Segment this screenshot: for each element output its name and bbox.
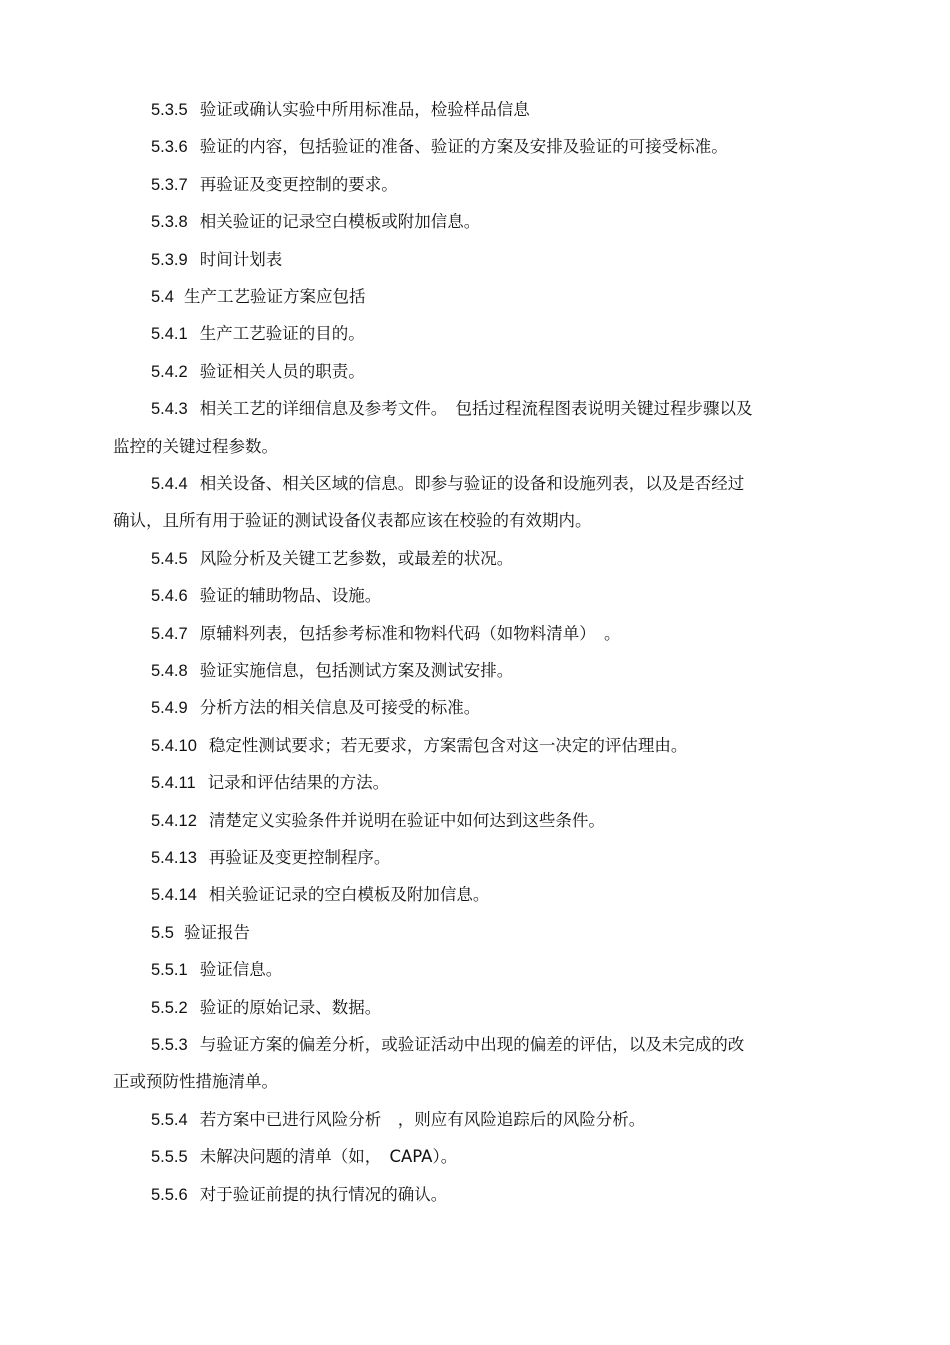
- clause-5-4-10: [113, 727, 833, 764]
- clause-5-4-13: [113, 839, 833, 876]
- clause-5-4-2: [113, 353, 833, 390]
- section-number: 5.5: [151, 923, 174, 942]
- clause-number: 5.5.3: [151, 1036, 188, 1054]
- clause-text: 对于验证前提的执行情况的确认。: [199, 1184, 448, 1204]
- clause-5-4-1: [113, 315, 833, 352]
- clause-text: 再验证及变更控制的要求。: [199, 174, 398, 194]
- clause-text: 时间计划表: [199, 249, 283, 269]
- clause-continuation: 确认，且所有用于验证的测试设备仪表都应该在校验的有效期内。: [113, 511, 592, 531]
- clause-5-5-3: [113, 1026, 833, 1101]
- clause-text: 分析方法的相关信息及可接受的标准。: [199, 698, 481, 718]
- clause-5-4-3: [113, 390, 833, 465]
- clause-number: 5.3.5: [151, 101, 188, 119]
- clause-5-3-8: [113, 203, 833, 240]
- clause-5-5-5: [113, 1138, 833, 1175]
- clause-number: 5.3.7: [151, 175, 188, 194]
- clause-5-3-9: [113, 241, 833, 278]
- clause-5-5-1: [113, 951, 833, 988]
- clause-5-4-11: [113, 764, 833, 801]
- clause-text: 与验证方案的偏差分析，或验证活动中出现的偏差的评估，以及未完成的改: [199, 1035, 745, 1054]
- clause-number: 5.5.2: [151, 998, 188, 1017]
- clause-text: 相关工艺的详细信息及参考文件。 包括过程流程图表说明关键过程步骤以及: [199, 399, 753, 419]
- clause-number: 5.4.14: [151, 886, 197, 905]
- clause-5-3-7: [113, 166, 833, 203]
- section-title: 生产工艺验证方案应包括: [183, 287, 366, 306]
- clause-text: 原辅料列表，包括参考标准和物料代码（如物料清单） 。: [199, 623, 621, 643]
- clause-text: 清楚定义实验条件并说明在验证中如何达到这些条件。: [208, 810, 605, 830]
- clause-number: 5.4.7: [151, 624, 188, 643]
- clause-number: 5.5.1: [151, 961, 188, 980]
- clause-text: 记录和评估结果的方法。: [207, 773, 390, 793]
- clause-5-4-5: [113, 540, 833, 577]
- clause-5-4-8: [113, 652, 833, 689]
- clause-text: 验证的内容，包括验证的准备、验证的方案及安排及验证的可接受标准。: [199, 137, 728, 157]
- clause-number: 5.4.3: [151, 400, 188, 419]
- clause-text: 验证实施信息，包括测试方案及测试安排。: [199, 661, 514, 680]
- clause-text: 风险分析及关键工艺参数，或最差的状况。: [199, 548, 514, 568]
- section-title: 验证报告: [183, 922, 250, 942]
- clause-number: 5.3.9: [151, 250, 188, 269]
- clause-text: 相关验证记录的空白模板及附加信息。: [208, 885, 490, 905]
- clause-text: 验证相关人员的职责。: [199, 361, 365, 381]
- clause-number: 5.4.1: [151, 325, 188, 344]
- clause-5-3-6: [113, 128, 833, 165]
- clause-text: 若方案中已进行风险分析 ，则应有风险追踪后的风险分析。: [199, 1109, 646, 1129]
- clause-5-4-14: [113, 876, 833, 913]
- clause-number: 5.5.5: [151, 1148, 188, 1167]
- clause-number: 5.4.11: [151, 774, 196, 793]
- clause-number: 5.3.8: [151, 213, 188, 232]
- clause-number: 5.4.9: [151, 699, 188, 718]
- clause-number: 5.4.2: [151, 362, 188, 381]
- clause-text: 稳定性测试要求；若无要求，方案需包含对这一决定的评估理由。: [208, 735, 688, 755]
- section-number: 5.4: [151, 288, 174, 306]
- clause-number: 5.4.13: [151, 849, 197, 867]
- clause-number: 5.3.6: [151, 138, 188, 157]
- clause-5-5-2: [113, 989, 833, 1026]
- clause-text: 相关设备、相关区域的信息。即参与验证的设备和设施列表，以及是否经过: [199, 474, 745, 493]
- clause-continuation: 正或预防性措施清单。: [113, 1072, 278, 1092]
- clause-number: 5.4.4: [151, 475, 188, 493]
- clause-number: 5.4.5: [151, 549, 188, 568]
- clause-5-5-6: [113, 1176, 833, 1213]
- clause-text: 相关验证的记录空白模板或附加信息。: [199, 212, 481, 232]
- clause-continuation: 监控的关键过程参数。: [113, 436, 278, 456]
- clause-5-4-4: [113, 465, 833, 540]
- clause-number: 5.4.8: [151, 662, 188, 680]
- clause-number: 5.5.6: [151, 1185, 188, 1204]
- clause-number: 5.5.4: [151, 1110, 188, 1129]
- clause-text: 生产工艺验证的目的。: [199, 324, 365, 344]
- section-5-5-heading: [113, 914, 833, 951]
- clause-5-4-9: [113, 689, 833, 726]
- section-5-4-heading: [113, 278, 833, 315]
- clause-text: 验证信息。: [199, 960, 283, 980]
- clause-number: 5.4.12: [151, 811, 197, 830]
- clause-text: 未解决问题的清单（如， CAPA）。: [199, 1147, 458, 1167]
- clause-5-4-6: [113, 577, 833, 614]
- clause-5-4-7: [113, 615, 833, 652]
- clause-5-4-12: [113, 802, 833, 839]
- clause-number: 5.4.10: [151, 736, 197, 755]
- clause-5-5-4: [113, 1101, 833, 1138]
- clause-number: 5.4.6: [151, 587, 188, 606]
- clause-text: 再验证及变更控制程序。: [208, 848, 391, 867]
- clause-text: 验证或确认实验中所用标准品，检验样品信息: [199, 100, 530, 119]
- clause-text: 验证的辅助物品、设施。: [199, 586, 382, 606]
- clause-5-3-5: [113, 91, 833, 128]
- clause-text: 验证的原始记录、数据。: [199, 997, 382, 1017]
